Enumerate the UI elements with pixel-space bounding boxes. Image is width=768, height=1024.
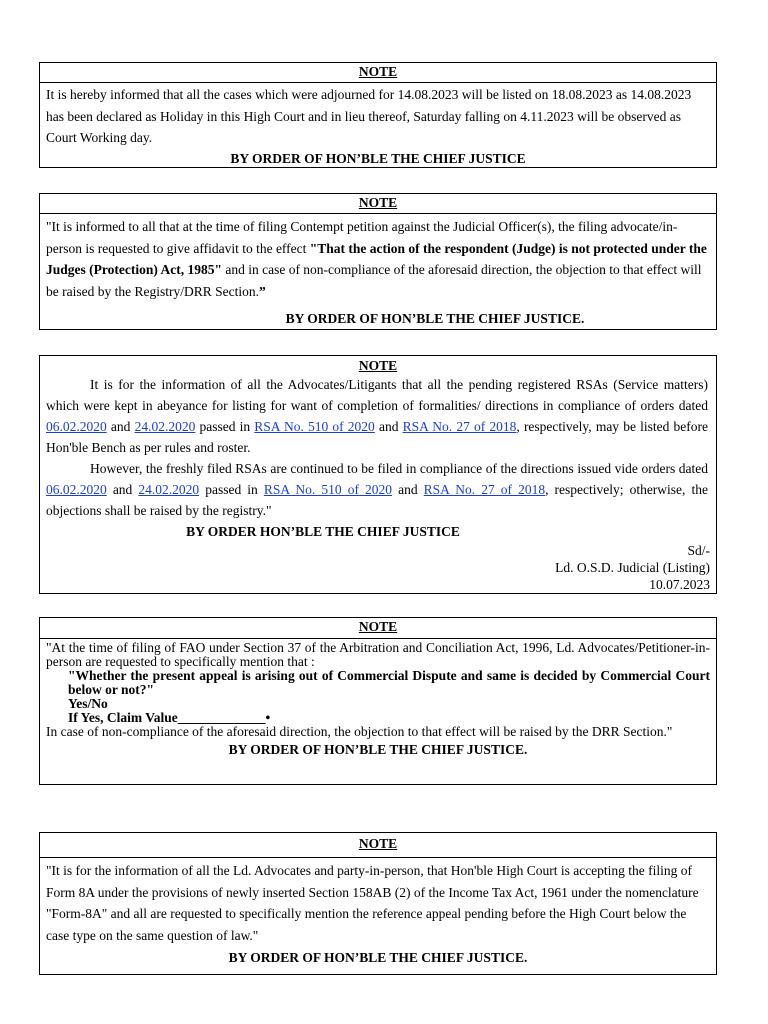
note-box-rsa <box>39 355 717 594</box>
note-text-bold: "That the action of the respondent (Judge) is not protected under the Judges (Protection) Act, 1985" <box>46 240 707 277</box>
note-text: and <box>106 419 135 434</box>
note-intro: "At the time of filing of FAO under Section 37 of the Arbitration and Conciliation Act, 1996, Ld. Advocates/Petitioner-in-person are requested to specifically mention that : <box>46 640 710 669</box>
note-text: and <box>392 482 424 497</box>
note-text: and <box>374 419 403 434</box>
order-line: BY ORDER OF HON’BLE THE CHIEF JUSTICE <box>230 150 526 166</box>
note-yes-no: Yes/No <box>68 696 108 711</box>
note-body <box>40 639 716 739</box>
note-body <box>40 373 716 521</box>
order-line: BY ORDER OF HON’BLE THE CHIEF JUSTICE. <box>285 311 585 326</box>
order-line: BY ORDER HON’BLE THE CHIEF JUSTICE <box>186 524 460 539</box>
link-order-date-2[interactable]: 24.02.2020 <box>138 482 200 497</box>
note-text: , respectively, may be listed before Hon'ble Bench as per rules and roster. <box>46 419 708 455</box>
link-order-date-1[interactable]: 06.02.2020 <box>46 482 107 497</box>
note-box-contempt <box>39 193 717 330</box>
link-rsa-27[interactable]: RSA No. 27 of 2018 <box>423 482 546 497</box>
note-text: "It is informed to all that at the time of filing Contempt petition against the Judicial Officer(s), the filing advocate/in-person is requested to give affidavit to the effect <box>46 219 678 256</box>
note-box-holiday <box>39 62 717 168</box>
note-heading: NOTE <box>40 63 716 83</box>
note-text: , respectively; otherwise, the objections shall be raised by the registry." <box>46 482 708 518</box>
link-order-date-1[interactable]: 06.02.2020 <box>46 419 107 434</box>
note-claim-value: If Yes, Claim Value_____________• <box>68 710 271 725</box>
note-text: However, the freshly filed RSAs are continued to be filed in compliance of the directions issued vide orders dated <box>90 461 708 476</box>
link-rsa-510[interactable]: RSA No. 510 of 2020 <box>263 482 393 497</box>
note-body: It is hereby informed that all the cases which were adjourned for 14.08.2023 will be listed on 18.08.2023 as 14.08.2023 has been declared as Holiday in this High Court and in lieu thereof, Saturday falling on 4.11.2023 will be observed as Court Working day. <box>46 87 692 145</box>
note-heading: NOTE <box>40 618 716 639</box>
paragraph-2 <box>46 458 708 521</box>
signature-block <box>40 542 716 593</box>
order-line: BY ORDER OF HON’BLE THE CHIEF JUSTICE. <box>228 742 528 757</box>
note-text: passed in <box>195 419 255 434</box>
signature-date: 10.07.2023 <box>649 577 710 592</box>
note-text: and in case of non-compliance of the aforesaid direction, the objection to that effect will be raised by the Registry/DRR Section. <box>46 262 702 299</box>
note-body <box>40 214 716 302</box>
note-closing: In case of non-compliance of the aforesaid direction, the objection to that effect will be raised by the DRR Section." <box>46 724 673 739</box>
note-text: passed in <box>199 482 264 497</box>
note-heading: NOTE <box>358 358 398 373</box>
link-rsa-27[interactable]: RSA No. 27 of 2018 <box>402 419 517 434</box>
order-line: BY ORDER OF HON’BLE THE CHIEF JUSTICE. <box>228 950 528 965</box>
paragraph-1 <box>46 374 708 458</box>
note-text: and <box>106 482 139 497</box>
note-box-form8a <box>39 832 717 975</box>
note-text: It is for the information of all the Advocates/Litigants that all the pending registered RSAs (Service matters) which were kept in abeyance for listing for want of completion of formalities/ directions in compliance of orders dated <box>46 377 708 413</box>
note-body: "It is for the information of all the Ld. Advocates and party-in-person, that Hon'ble High Court is accepting the filing of Form 8A under the provisions of newly inserted Section 158AB (2) of the Income Tax Act, 1961 under the nomenclature "Form-8A" and all are requested to specifically mention the reference appeal pending before the High Court below the case type on the same question of law." <box>46 863 699 943</box>
note-question: "Whether the present appeal is arising out of Commercial Dispute and same is decided by Commercial Court below or not?" <box>68 668 710 697</box>
link-order-date-2[interactable]: 24.02.2020 <box>134 419 196 434</box>
link-rsa-510[interactable]: RSA No. 510 of 2020 <box>254 419 375 434</box>
note-heading: NOTE <box>40 833 716 858</box>
note-heading: NOTE <box>40 194 716 214</box>
signature-title: Ld. O.S.D. Judicial (Listing) <box>555 560 710 575</box>
signature-sd: Sd/- <box>687 543 710 558</box>
note-box-fao <box>39 617 717 785</box>
closing-quote: ” <box>258 283 266 299</box>
